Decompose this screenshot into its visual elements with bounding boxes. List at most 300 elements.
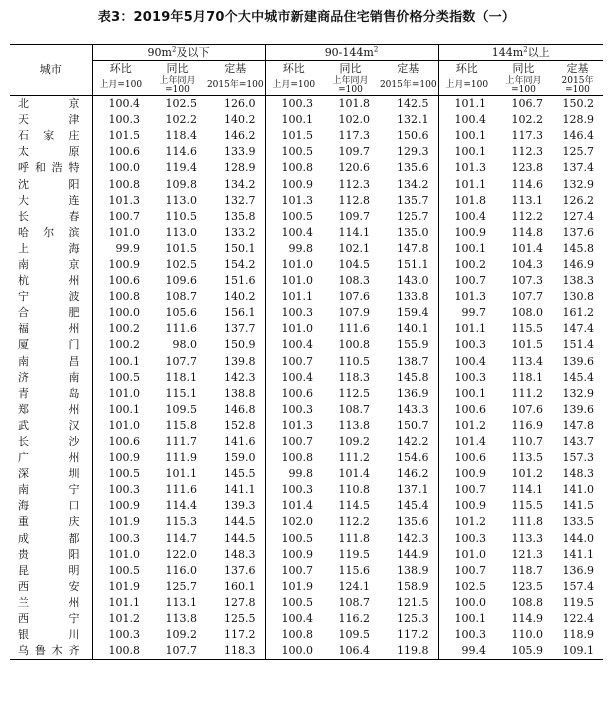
city-cell: 兰 州 bbox=[18, 595, 80, 609]
city-cell: 长 沙 bbox=[18, 435, 80, 449]
table-row bbox=[10, 273, 603, 289]
table-row bbox=[10, 531, 603, 547]
value-cell: 137.6 bbox=[562, 225, 594, 239]
city-cell: 重 庆 bbox=[18, 515, 80, 529]
value-cell: 100.1 bbox=[265, 112, 322, 128]
city-cell: 武 汉 bbox=[18, 418, 80, 432]
sub-header-cell: 环比 bbox=[438, 61, 495, 77]
value-cell: 102.5 bbox=[438, 579, 495, 595]
value-cell: 140.1 bbox=[397, 322, 429, 336]
value-cell: 100.8 bbox=[92, 289, 149, 305]
sub-header-cell: 同比 bbox=[339, 61, 362, 75]
value-cell: 101.3 bbox=[438, 289, 495, 305]
value-cell: 111.6 bbox=[165, 322, 197, 336]
value-cell: 111.2 bbox=[338, 451, 370, 465]
value-cell: 151.6 bbox=[224, 274, 256, 288]
value-cell: 159.0 bbox=[224, 451, 256, 465]
table-row bbox=[10, 482, 603, 498]
value-cell: 100.7 bbox=[438, 563, 495, 579]
value-cell: 157.3 bbox=[562, 451, 594, 465]
city-cell: 天 津 bbox=[18, 113, 80, 127]
value-cell: 146.2 bbox=[224, 129, 256, 143]
value-cell: 119.8 bbox=[379, 643, 438, 660]
value-cell: 100.5 bbox=[92, 370, 149, 386]
value-cell: 144.9 bbox=[397, 547, 429, 561]
value-cell: 113.5 bbox=[511, 451, 543, 465]
table-title: 表3：2019年5月70个大中城市新建商品住宅销售价格分类指数（一） bbox=[97, 10, 516, 25]
value-cell: 102.5 bbox=[165, 257, 197, 271]
value-cell: 133.9 bbox=[224, 145, 256, 159]
value-cell: 101.0 bbox=[265, 273, 322, 289]
value-cell: 111.8 bbox=[511, 515, 543, 529]
table-row bbox=[10, 418, 603, 434]
value-cell: 101.3 bbox=[265, 418, 322, 434]
value-cell: 111.8 bbox=[338, 531, 370, 545]
value-cell: 146.8 bbox=[224, 402, 256, 416]
value-cell: 102.0 bbox=[265, 514, 322, 530]
city-cell: 合 肥 bbox=[18, 306, 80, 320]
value-cell: 139.6 bbox=[562, 402, 594, 416]
value-cell: 157.4 bbox=[562, 579, 594, 593]
value-cell: 100.3 bbox=[92, 112, 149, 128]
value-cell: 100.4 bbox=[438, 209, 495, 225]
value-cell: 101.1 bbox=[438, 176, 495, 192]
value-cell: 100.7 bbox=[265, 354, 322, 370]
value-cell: 100.4 bbox=[92, 96, 149, 113]
value-cell: 100.3 bbox=[92, 482, 149, 498]
table-row bbox=[10, 257, 603, 273]
value-cell: 100.1 bbox=[438, 241, 495, 257]
value-cell: 111.7 bbox=[165, 435, 197, 449]
value-cell: 127.4 bbox=[562, 209, 594, 223]
value-cell: 135.6 bbox=[397, 161, 429, 175]
value-cell: 101.1 bbox=[92, 595, 149, 611]
value-cell: 121.3 bbox=[511, 547, 543, 561]
base-header-cell: 2015年=100 bbox=[206, 76, 265, 96]
value-cell: 100.9 bbox=[265, 176, 322, 192]
value-cell: 100.2 bbox=[92, 321, 149, 337]
value-cell: 135.6 bbox=[397, 515, 429, 529]
value-cell: 118.3 bbox=[206, 643, 265, 660]
city-cell: 郑 州 bbox=[18, 402, 80, 416]
value-cell: 114.6 bbox=[511, 177, 543, 191]
value-cell: 133.5 bbox=[562, 515, 594, 529]
base-header-cell: 2015年=100 bbox=[552, 76, 603, 96]
value-cell: 107.6 bbox=[338, 290, 370, 304]
value-cell: 146.4 bbox=[562, 129, 594, 143]
value-cell: 100.1 bbox=[438, 128, 495, 144]
value-cell: 100.4 bbox=[438, 112, 495, 128]
value-cell: 132.1 bbox=[397, 113, 429, 127]
value-cell: 100.3 bbox=[438, 627, 495, 643]
value-cell: 100.8 bbox=[265, 450, 322, 466]
value-cell: 104.3 bbox=[511, 257, 543, 271]
value-cell: 109.1 bbox=[552, 643, 603, 660]
value-cell: 143.3 bbox=[397, 402, 429, 416]
value-cell: 148.3 bbox=[562, 467, 594, 481]
value-cell: 100.8 bbox=[265, 627, 322, 643]
value-cell: 101.2 bbox=[438, 514, 495, 530]
value-cell: 100.5 bbox=[92, 466, 149, 482]
value-cell: 111.6 bbox=[338, 322, 370, 336]
value-cell: 112.2 bbox=[338, 515, 370, 529]
city-cell: 厦 门 bbox=[18, 338, 80, 352]
value-cell: 99.4 bbox=[438, 643, 495, 660]
value-cell: 112.2 bbox=[511, 209, 543, 223]
value-cell: 100.8 bbox=[338, 338, 370, 352]
sub-header-cell: 定基 bbox=[224, 61, 247, 75]
value-cell: 102.5 bbox=[165, 97, 197, 111]
value-cell: 161.2 bbox=[562, 306, 594, 320]
group-label: 144m bbox=[491, 45, 524, 59]
value-cell: 99.7 bbox=[438, 305, 495, 321]
value-cell: 141.6 bbox=[224, 435, 256, 449]
value-cell: 140.2 bbox=[224, 113, 256, 127]
value-cell: 100.7 bbox=[265, 563, 322, 579]
value-cell: 133.2 bbox=[224, 225, 256, 239]
value-cell: 145.4 bbox=[562, 370, 594, 384]
table-row bbox=[10, 337, 603, 353]
value-cell: 107.7 bbox=[165, 354, 197, 368]
value-cell: 122.4 bbox=[562, 612, 594, 626]
value-cell: 139.8 bbox=[224, 354, 256, 368]
value-cell: 132.9 bbox=[562, 386, 594, 400]
value-cell: 116.0 bbox=[165, 563, 197, 577]
table-row bbox=[10, 209, 603, 225]
value-cell: 102.1 bbox=[338, 241, 370, 255]
value-cell: 118.1 bbox=[511, 370, 543, 384]
city-cell: 北 京 bbox=[18, 97, 80, 111]
table-row bbox=[10, 160, 603, 176]
value-cell: 138.9 bbox=[397, 563, 429, 577]
table-row bbox=[10, 498, 603, 514]
base-header-cell: 上月=100 bbox=[438, 76, 495, 96]
value-cell: 138.3 bbox=[562, 274, 594, 288]
table-row bbox=[10, 112, 603, 128]
value-cell: 125.3 bbox=[397, 612, 429, 626]
value-cell: 110.5 bbox=[338, 354, 370, 368]
table-row bbox=[10, 176, 603, 192]
value-cell: 101.0 bbox=[92, 547, 149, 563]
value-cell: 113.8 bbox=[165, 612, 197, 626]
value-cell: 146.2 bbox=[397, 467, 429, 481]
value-cell: 100.3 bbox=[265, 482, 322, 498]
value-cell: 130.8 bbox=[562, 290, 594, 304]
value-cell: 113.4 bbox=[511, 354, 543, 368]
value-cell: 151.4 bbox=[562, 338, 594, 352]
value-cell: 101.5 bbox=[92, 128, 149, 144]
value-cell: 108.7 bbox=[338, 402, 370, 416]
value-cell: 110.7 bbox=[511, 435, 543, 449]
value-cell: 150.1 bbox=[224, 241, 256, 255]
value-cell: 110.5 bbox=[165, 209, 197, 223]
value-cell: 100.8 bbox=[265, 160, 322, 176]
value-cell: 114.4 bbox=[165, 499, 197, 513]
value-cell: 114.1 bbox=[511, 483, 543, 497]
value-cell: 154.6 bbox=[397, 451, 429, 465]
group-label-suffix: 及以下 bbox=[176, 45, 210, 59]
table-row bbox=[10, 466, 603, 482]
value-cell: 101.5 bbox=[265, 128, 322, 144]
value-cell: 101.2 bbox=[92, 611, 149, 627]
value-cell: 126.0 bbox=[224, 97, 256, 111]
table-row bbox=[10, 289, 603, 305]
value-cell: 101.0 bbox=[92, 386, 149, 402]
value-cell: 100.5 bbox=[92, 563, 149, 579]
value-cell: 158.9 bbox=[397, 579, 429, 593]
value-cell: 113.1 bbox=[511, 193, 543, 207]
value-cell: 110.0 bbox=[511, 628, 543, 642]
value-cell: 118.9 bbox=[562, 628, 594, 642]
value-cell: 98.0 bbox=[172, 338, 197, 352]
value-cell: 100.3 bbox=[92, 531, 149, 547]
value-cell: 109.2 bbox=[165, 628, 197, 642]
city-cell: 贵 阳 bbox=[18, 547, 80, 561]
table-row bbox=[10, 354, 603, 370]
value-cell: 100.4 bbox=[265, 337, 322, 353]
table-row bbox=[10, 643, 603, 660]
value-cell: 135.0 bbox=[397, 225, 429, 239]
value-cell: 101.5 bbox=[165, 241, 197, 255]
value-cell: 160.1 bbox=[224, 579, 256, 593]
value-cell: 101.3 bbox=[92, 193, 149, 209]
table-row bbox=[10, 305, 603, 321]
value-cell: 101.4 bbox=[338, 467, 370, 481]
value-cell: 101.0 bbox=[92, 418, 149, 434]
table-row bbox=[10, 193, 603, 209]
value-cell: 147.4 bbox=[562, 322, 594, 336]
value-cell: 108.0 bbox=[511, 306, 543, 320]
value-cell: 150.9 bbox=[224, 338, 256, 352]
city-cell: 南 昌 bbox=[18, 354, 80, 368]
value-cell: 101.1 bbox=[438, 321, 495, 337]
value-cell: 141.1 bbox=[224, 483, 256, 497]
value-cell: 115.8 bbox=[165, 418, 197, 432]
city-cell: 石家庄 bbox=[18, 129, 80, 143]
value-cell: 156.1 bbox=[224, 306, 256, 320]
value-cell: 100.7 bbox=[438, 482, 495, 498]
value-cell: 100.5 bbox=[265, 531, 322, 547]
value-cell: 101.1 bbox=[265, 289, 322, 305]
base-header-cell: 上年同月=100 bbox=[322, 76, 379, 96]
value-cell: 142.3 bbox=[397, 531, 429, 545]
value-cell: 100.5 bbox=[265, 595, 322, 611]
base-header-cell: 上年同月=100 bbox=[149, 76, 206, 96]
value-cell: 150.2 bbox=[562, 97, 594, 111]
value-cell: 112.3 bbox=[511, 145, 543, 159]
value-cell: 100.1 bbox=[92, 402, 149, 418]
value-cell: 101.9 bbox=[265, 579, 322, 595]
value-cell: 137.7 bbox=[224, 322, 256, 336]
value-cell: 135.7 bbox=[397, 193, 429, 207]
city-cell: 福 州 bbox=[18, 322, 80, 336]
value-cell: 137.4 bbox=[562, 161, 594, 175]
table-row bbox=[10, 579, 603, 595]
value-cell: 135.8 bbox=[224, 209, 256, 223]
value-cell: 122.0 bbox=[165, 547, 197, 561]
group-label-suffix: 以上 bbox=[527, 45, 550, 59]
value-cell: 118.4 bbox=[165, 129, 197, 143]
value-cell: 145.8 bbox=[397, 370, 429, 384]
value-cell: 100.1 bbox=[438, 386, 495, 402]
city-cell: 太 原 bbox=[18, 145, 80, 159]
group-label: 90m bbox=[147, 45, 172, 59]
table-row bbox=[10, 611, 603, 627]
value-cell: 152.8 bbox=[224, 418, 256, 432]
value-cell: 128.9 bbox=[562, 113, 594, 127]
group-label-sup: 2 bbox=[171, 44, 177, 53]
value-cell: 111.2 bbox=[511, 386, 543, 400]
city-header: 城市 bbox=[10, 45, 92, 96]
value-cell: 137.1 bbox=[397, 483, 429, 497]
city-cell: 昆 明 bbox=[18, 563, 80, 577]
value-cell: 144.0 bbox=[562, 531, 594, 545]
value-cell: 110.8 bbox=[338, 483, 370, 497]
value-cell: 126.2 bbox=[562, 193, 594, 207]
group-label-sup: 2 bbox=[373, 44, 379, 53]
value-cell: 105.6 bbox=[165, 306, 197, 320]
value-cell: 100.9 bbox=[92, 498, 149, 514]
value-cell: 99.8 bbox=[265, 466, 322, 482]
value-cell: 114.6 bbox=[165, 145, 197, 159]
city-cell: 深 圳 bbox=[18, 467, 80, 481]
value-cell: 102.2 bbox=[165, 113, 197, 127]
value-cell: 100.3 bbox=[438, 531, 495, 547]
value-cell: 116.9 bbox=[511, 418, 543, 432]
value-cell: 100.3 bbox=[92, 627, 149, 643]
value-cell: 115.5 bbox=[511, 499, 543, 513]
value-cell: 100.9 bbox=[265, 547, 322, 563]
value-cell: 132.7 bbox=[224, 193, 256, 207]
value-cell: 146.9 bbox=[562, 257, 594, 271]
base-header-cell: 上年同月=100 bbox=[495, 76, 552, 96]
value-cell: 100.9 bbox=[92, 257, 149, 273]
city-cell: 乌鲁木齐 bbox=[10, 643, 92, 660]
value-cell: 141.0 bbox=[562, 483, 594, 497]
value-cell: 123.8 bbox=[511, 161, 543, 175]
value-cell: 109.7 bbox=[338, 145, 370, 159]
value-cell: 100.5 bbox=[265, 144, 322, 160]
value-cell: 100.6 bbox=[92, 434, 149, 450]
group-header-small bbox=[92, 45, 265, 61]
value-cell: 142.2 bbox=[397, 435, 429, 449]
value-cell: 101.2 bbox=[438, 418, 495, 434]
value-cell: 101.0 bbox=[265, 257, 322, 273]
value-cell: 102.2 bbox=[511, 113, 543, 127]
value-cell: 101.2 bbox=[511, 467, 543, 481]
sub-header-cell: 同比 bbox=[512, 61, 535, 75]
sub-header-cell: 环比 bbox=[265, 61, 322, 77]
table-row bbox=[10, 434, 603, 450]
value-cell: 117.2 bbox=[397, 628, 429, 642]
value-cell: 150.6 bbox=[397, 129, 429, 143]
value-cell: 127.8 bbox=[224, 595, 256, 609]
value-cell: 99.9 bbox=[92, 241, 149, 257]
value-cell: 101.1 bbox=[165, 467, 197, 481]
city-cell: 杭 州 bbox=[18, 274, 80, 288]
base-header-cell: 2015年=100 bbox=[379, 76, 438, 96]
value-cell: 109.5 bbox=[165, 402, 197, 416]
value-cell: 101.4 bbox=[511, 241, 543, 255]
sub-header-cell: 环比 bbox=[92, 61, 149, 77]
value-cell: 138.8 bbox=[224, 386, 256, 400]
value-cell: 112.5 bbox=[338, 386, 370, 400]
value-cell: 114.5 bbox=[338, 499, 370, 513]
value-cell: 100.6 bbox=[438, 402, 495, 418]
value-cell: 108.7 bbox=[338, 595, 370, 609]
group-header-medium bbox=[265, 45, 438, 61]
value-cell: 100.3 bbox=[438, 370, 495, 386]
base-header-cell: 上月=100 bbox=[265, 76, 322, 96]
value-cell: 100.4 bbox=[265, 225, 322, 241]
value-cell: 109.8 bbox=[165, 177, 197, 191]
value-cell: 111.9 bbox=[165, 451, 197, 465]
price-index-table bbox=[10, 44, 603, 660]
value-cell: 102.0 bbox=[338, 113, 370, 127]
value-cell: 150.7 bbox=[397, 418, 429, 432]
value-cell: 113.1 bbox=[165, 595, 197, 609]
value-cell: 147.8 bbox=[562, 418, 594, 432]
value-cell: 100.5 bbox=[265, 209, 322, 225]
value-cell: 100.6 bbox=[438, 450, 495, 466]
city-cell: 银 川 bbox=[18, 628, 80, 642]
value-cell: 101.3 bbox=[438, 160, 495, 176]
value-cell: 134.2 bbox=[397, 177, 429, 191]
value-cell: 117.3 bbox=[511, 129, 543, 143]
value-cell: 100.9 bbox=[438, 466, 495, 482]
value-cell: 100.0 bbox=[265, 643, 322, 660]
city-cell: 大 连 bbox=[18, 193, 80, 207]
table-row bbox=[10, 402, 603, 418]
value-cell: 115.1 bbox=[165, 386, 197, 400]
table-row bbox=[10, 321, 603, 337]
table-row bbox=[10, 144, 603, 160]
value-cell: 145.8 bbox=[562, 241, 594, 255]
value-cell: 118.1 bbox=[165, 370, 197, 384]
value-cell: 144.5 bbox=[224, 515, 256, 529]
value-cell: 101.4 bbox=[438, 434, 495, 450]
value-cell: 100.7 bbox=[438, 273, 495, 289]
value-cell: 119.5 bbox=[562, 595, 594, 609]
value-cell: 148.3 bbox=[224, 547, 256, 561]
city-cell: 济 南 bbox=[18, 370, 80, 384]
city-cell: 南 宁 bbox=[18, 483, 80, 497]
value-cell: 108.7 bbox=[165, 290, 197, 304]
value-cell: 100.6 bbox=[265, 386, 322, 402]
value-cell: 111.6 bbox=[165, 483, 197, 497]
value-cell: 159.4 bbox=[397, 306, 429, 320]
city-cell: 南 京 bbox=[18, 257, 80, 271]
value-cell: 100.3 bbox=[265, 305, 322, 321]
value-cell: 100.1 bbox=[92, 354, 149, 370]
value-cell: 147.8 bbox=[397, 241, 429, 255]
value-cell: 115.5 bbox=[511, 322, 543, 336]
value-cell: 100.2 bbox=[92, 337, 149, 353]
value-cell: 136.9 bbox=[562, 563, 594, 577]
value-cell: 100.3 bbox=[265, 402, 322, 418]
table-row bbox=[10, 386, 603, 402]
value-cell: 101.8 bbox=[338, 97, 370, 111]
city-cell: 海 口 bbox=[18, 499, 80, 513]
value-cell: 109.7 bbox=[338, 209, 370, 223]
table-row bbox=[10, 547, 603, 563]
value-cell: 107.7 bbox=[511, 290, 543, 304]
value-cell: 109.2 bbox=[338, 435, 370, 449]
table-row bbox=[10, 128, 603, 144]
value-cell: 108.3 bbox=[338, 274, 370, 288]
value-cell: 107.3 bbox=[511, 274, 543, 288]
value-cell: 100.0 bbox=[438, 595, 495, 611]
